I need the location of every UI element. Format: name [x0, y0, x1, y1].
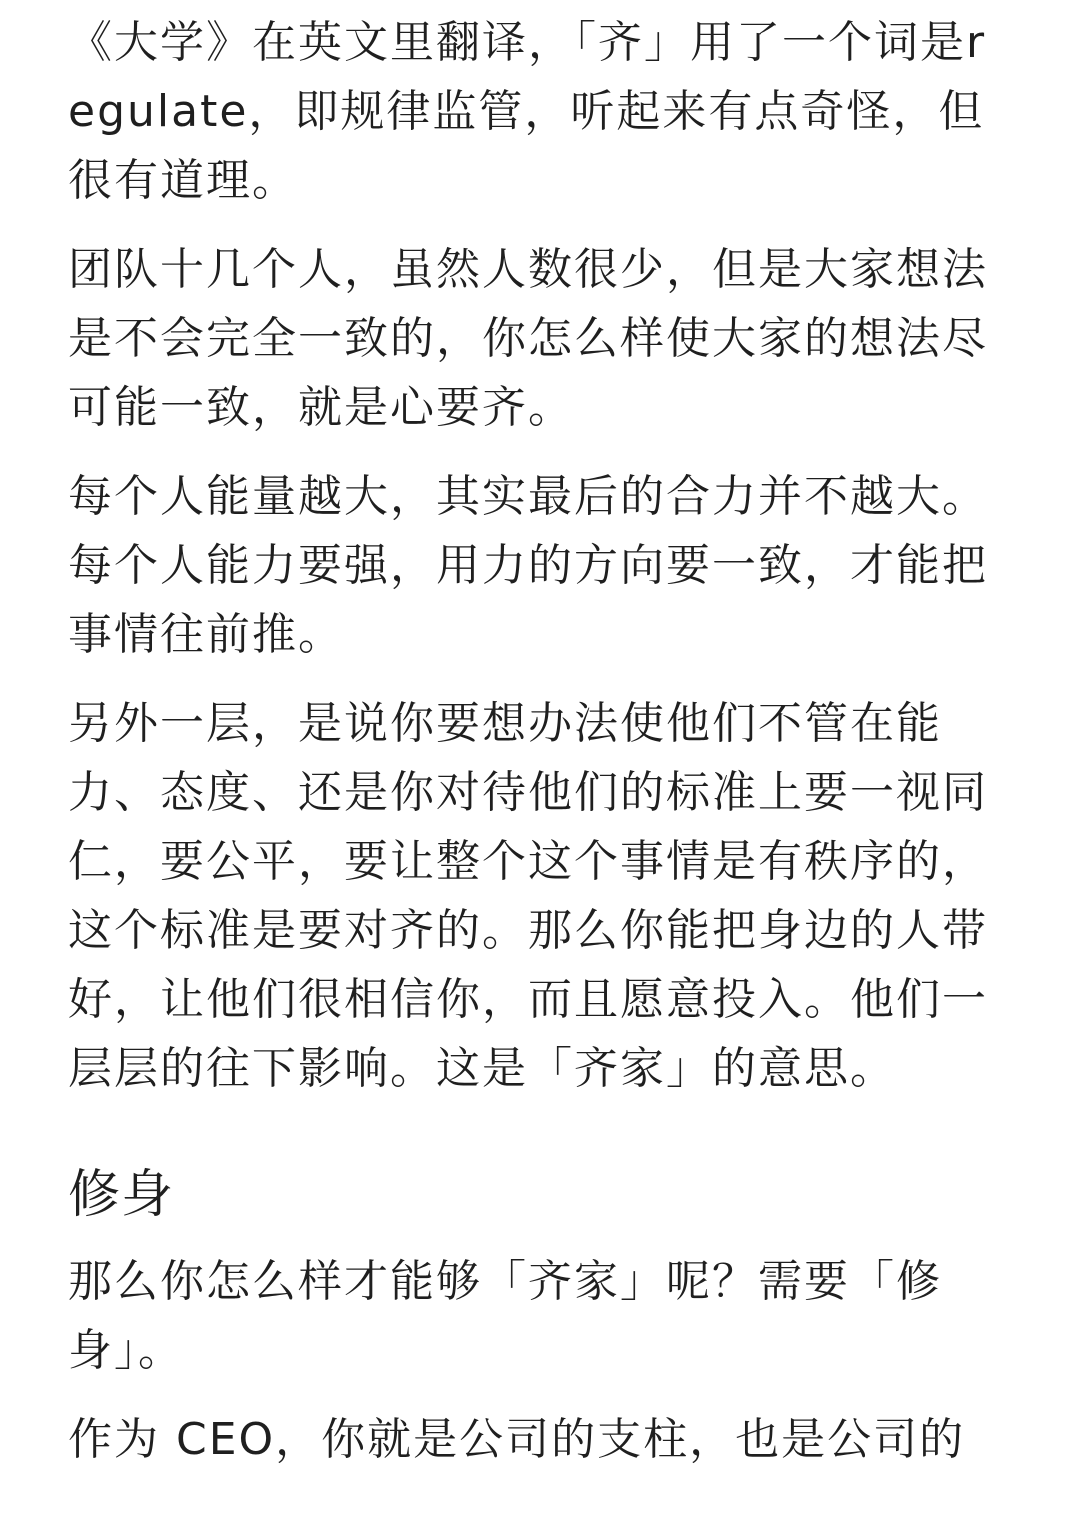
paragraph-fairness: 另外一层，是说你要想办法使他们不管在能力、态度、还是你对待他们的标准上要一视同仁，要公平，要让整个这个事情是有秩序的，这个标准是要对齐的。那么你能把身边的人带好，让他们很相信你，而且愿意投入。他们一层层的往下影响。这是「齐家」的意思。 [68, 698, 988, 1094]
paragraph-how-to: 那么你怎么样才能够「齐家」呢？需要「修身」。 [68, 1256, 942, 1376]
section-heading: 修身 [68, 1165, 175, 1225]
article-body [68, 8, 1008, 1494]
paragraph-regulate: 《大学》在英文里翻译，「齐」用了一个词是regulate，即规律监管，听起来有点奇怪，但很有道理。 [68, 17, 987, 206]
paragraph-joint-force: 每个人能量越大，其实最后的合力并不越大。每个人能力要强，用力的方向要一致，才能把事情往前推。 [68, 471, 988, 660]
paragraph-team-minds: 团队十几个人，虽然人数很少，但是大家想法是不会完全一致的，你怎么样使大家的想法尽可能一致，就是心要齐。 [68, 244, 988, 433]
paragraph-ceo: 作为 CEO，你就是公司的支柱，也是公司的 [68, 1414, 966, 1465]
